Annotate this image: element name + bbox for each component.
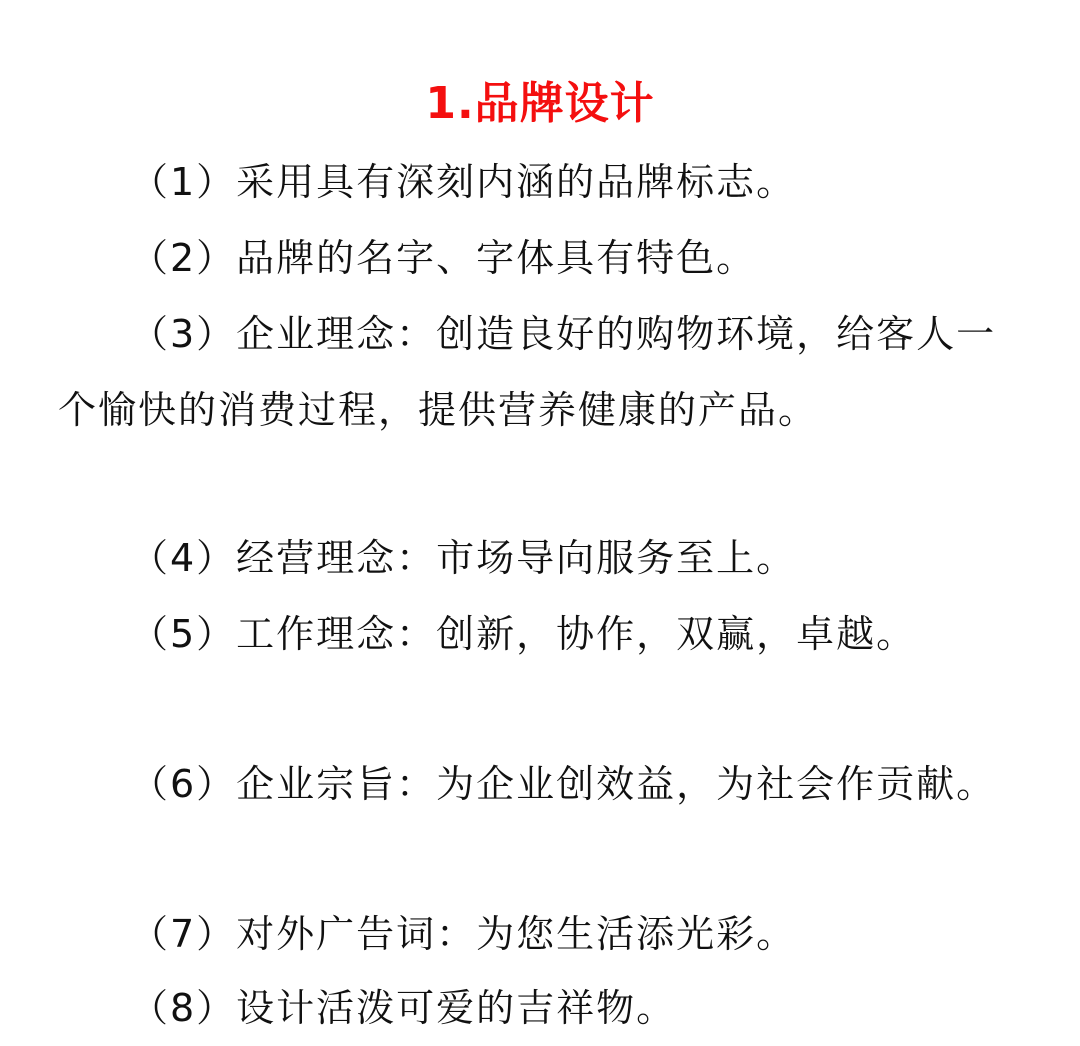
list-item-5: （5）工作理念：创新，协作，双赢，卓越。 bbox=[130, 612, 917, 656]
list-item-3: （3）企业理念：创造良好的购物环境，给客人一个愉快的消费过程，提供营养健康的产品。 bbox=[58, 312, 997, 432]
section-title: 1.品牌设计 bbox=[425, 78, 655, 129]
list-item-2: （2）品牌的名字、字体具有特色。 bbox=[130, 236, 757, 280]
list-item-4: （4）经营理念：市场导向服务至上。 bbox=[130, 536, 797, 580]
list-item-1: （1）采用具有深刻内涵的品牌标志。 bbox=[130, 160, 797, 204]
list-item-7: （7）对外广告词：为您生活添光彩。 bbox=[130, 912, 797, 956]
list-item-8: （8）设计活泼可爱的吉祥物。 bbox=[130, 986, 677, 1030]
list-item-6: （6）企业宗旨：为企业创效益，为社会作贡献。 bbox=[130, 762, 997, 806]
